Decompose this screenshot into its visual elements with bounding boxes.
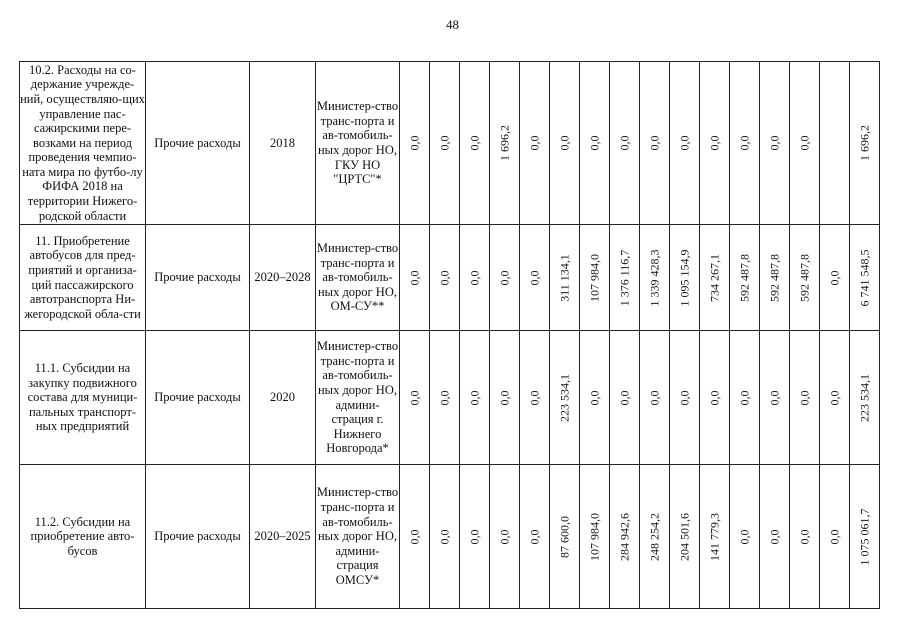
value-cell [640, 331, 670, 465]
value-cell [820, 225, 850, 331]
value-cell [730, 225, 760, 331]
value-text: 0,0 [647, 390, 662, 405]
period-cell: 2020–2028 [250, 225, 316, 331]
value-text: 0,0 [407, 270, 422, 285]
value-cell [790, 225, 820, 331]
value-cell [850, 465, 880, 609]
value-cell [760, 225, 790, 331]
value-text: 0,0 [407, 529, 422, 544]
value-cell [460, 465, 490, 609]
expense-type-cell: Прочие расходы [146, 331, 250, 465]
value-text: 0,0 [467, 529, 482, 544]
value-cell [490, 225, 520, 331]
page-number: 48 [446, 17, 459, 32]
executor-cell: Министер-ство транс-порта и ав-томобиль-ных дорог НО, ОМ-СУ** [316, 225, 400, 331]
value-cell [700, 331, 730, 465]
value-text: 0,0 [527, 135, 542, 151]
executor-cell: Министер-ство транс-порта и ав-томобиль-ных дорог НО, ГКУ НО "ЦРТС"* [316, 62, 400, 225]
value-cell [610, 331, 640, 465]
value-cell [850, 62, 880, 225]
value-text: 0,0 [647, 135, 662, 151]
value-cell [610, 62, 640, 225]
value-cell [820, 465, 850, 609]
value-cell [490, 62, 520, 225]
value-cell [490, 465, 520, 609]
value-text: 1 339 428,3 [647, 249, 662, 306]
period-cell: 2018 [250, 62, 316, 225]
value-cell [580, 225, 610, 331]
value-text: 204 501,6 [677, 512, 692, 561]
value-cell [520, 225, 550, 331]
measure-name-cell: 11. Приобретение автобусов для пред-приятий и организа-ций пассажирского автотранспорта Ни-жегородской обла-сти [20, 225, 146, 331]
value-text: 0,0 [707, 390, 722, 405]
expense-type-cell: Прочие расходы [146, 465, 250, 609]
value-cell [760, 331, 790, 465]
value-text: 248 254,2 [647, 512, 662, 561]
value-cell [640, 62, 670, 225]
value-text: 0,0 [617, 135, 632, 151]
value-cell [610, 465, 640, 609]
value-text: 0,0 [467, 390, 482, 405]
value-text: 0,0 [497, 390, 512, 405]
value-cell [820, 331, 850, 465]
value-cell [400, 62, 430, 225]
period-cell: 2020–2025 [250, 465, 316, 609]
value-text: 0,0 [797, 135, 812, 151]
value-cell [850, 225, 880, 331]
value-text: 0,0 [737, 390, 752, 405]
table-row [20, 331, 880, 465]
value-cell [460, 225, 490, 331]
value-cell [460, 331, 490, 465]
value-text: 284 942,6 [617, 512, 632, 561]
value-text: 0,0 [797, 529, 812, 544]
period-cell: 2020 [250, 331, 316, 465]
value-cell [400, 465, 430, 609]
value-text: 0,0 [467, 270, 482, 285]
value-cell [700, 465, 730, 609]
value-cell [670, 465, 700, 609]
value-text: 1 095 154,9 [677, 249, 692, 306]
value-text: 1 696,2 [857, 125, 872, 161]
value-cell [790, 331, 820, 465]
value-cell [520, 62, 550, 225]
value-cell [400, 331, 430, 465]
value-text: 0,0 [557, 135, 572, 151]
value-cell [550, 62, 580, 225]
value-text: 0,0 [587, 390, 602, 405]
value-text: 592 487,8 [797, 253, 812, 302]
value-cell [430, 225, 460, 331]
table-row [20, 225, 880, 331]
value-text: 107 984,0 [587, 512, 602, 561]
value-text: 0,0 [677, 390, 692, 405]
value-text: 1 075 061,7 [857, 508, 872, 565]
value-text: 141 779,3 [707, 512, 722, 561]
value-cell [550, 465, 580, 609]
value-cell [640, 465, 670, 609]
value-text: 1 696,2 [497, 125, 512, 161]
measure-name-cell: 10.2. Расходы на со-держание учрежде-ний, осуществляю-щих управление пас-сажирскими пере-возками на период проведения чемпио-ната мира по футбо-лу ФИФА 2018 на территории Нижего-родской области [20, 62, 145, 223]
value-cell [520, 465, 550, 609]
value-text: 0,0 [527, 270, 542, 285]
value-cell [550, 331, 580, 465]
value-text: 0,0 [587, 135, 602, 151]
value-cell [700, 62, 730, 225]
value-cell [760, 465, 790, 609]
value-text: 0,0 [737, 135, 752, 151]
value-cell [760, 62, 790, 225]
table-row [20, 62, 880, 225]
expense-type-cell: Прочие расходы [146, 62, 250, 225]
value-cell [670, 62, 700, 225]
value-text: 0,0 [827, 529, 842, 544]
value-text: 0,0 [407, 390, 422, 405]
value-cell [730, 62, 760, 225]
value-cell [610, 225, 640, 331]
value-text: 223 534,1 [857, 373, 872, 422]
table-row [20, 465, 880, 609]
value-text: 0,0 [407, 135, 422, 151]
budget-table [19, 61, 880, 609]
value-cell [670, 331, 700, 465]
value-text: 6 741 548,5 [857, 249, 872, 306]
value-cell [790, 62, 820, 225]
value-text: 0,0 [767, 390, 782, 405]
value-text: 0,0 [497, 529, 512, 544]
value-text: 0,0 [437, 135, 452, 151]
value-cell [580, 331, 610, 465]
executor-cell: Министер-ство транс-порта и ав-томобиль-ных дорог НО, админи-страция ОМСУ* [316, 465, 400, 609]
value-cell [790, 465, 820, 609]
value-cell [700, 225, 730, 331]
value-text: 0,0 [437, 390, 452, 405]
value-text: 734 267,1 [707, 253, 722, 302]
value-cell [430, 465, 460, 609]
value-text: 0,0 [677, 135, 692, 151]
value-cell [580, 62, 610, 225]
measure-name-cell: 11.2. Субсидии на приобретение авто-бусов [20, 465, 146, 609]
value-text: 0,0 [467, 135, 482, 151]
value-cell [460, 62, 490, 225]
value-cell [520, 331, 550, 465]
value-cell [550, 225, 580, 331]
value-text: 0,0 [437, 529, 452, 544]
value-text: 311 134,1 [557, 253, 572, 302]
executor-cell: Министер-ство транс-порта и ав-томобиль-ных дорог НО, админи-страция г. Нижнего Новгорода* [316, 331, 400, 465]
value-text: 0,0 [737, 529, 752, 544]
value-text: 592 487,8 [737, 253, 752, 302]
value-text: 0,0 [767, 135, 782, 151]
value-cell [850, 331, 880, 465]
value-cell [670, 225, 700, 331]
value-text: 0,0 [527, 390, 542, 405]
value-cell [490, 331, 520, 465]
value-text: 0,0 [827, 390, 842, 405]
value-text: 0,0 [527, 529, 542, 544]
measure-name-cell: 11.1. Субсидии на закупку подвижного состава для муници-пальных транспорт-ных предприятий [20, 331, 146, 465]
value-text: 87 600,0 [557, 515, 572, 558]
value-cell [820, 62, 850, 225]
value-text: 0,0 [437, 270, 452, 285]
value-cell [400, 225, 430, 331]
value-text: 0,0 [767, 529, 782, 544]
value-text: 0,0 [827, 270, 842, 285]
value-cell [640, 225, 670, 331]
value-text: 0,0 [497, 270, 512, 285]
value-text: 0,0 [707, 135, 722, 151]
value-cell [580, 465, 610, 609]
expense-type-cell: Прочие расходы [146, 225, 250, 331]
value-text: 1 376 116,7 [617, 249, 632, 306]
value-text: 0,0 [797, 390, 812, 405]
value-cell [430, 62, 460, 225]
value-cell [730, 465, 760, 609]
value-cell [730, 331, 760, 465]
value-text: 0,0 [617, 390, 632, 405]
value-text: 223 534,1 [557, 373, 572, 422]
value-cell [430, 331, 460, 465]
value-text: 592 487,8 [767, 253, 782, 302]
value-text: 107 984,0 [587, 253, 602, 302]
